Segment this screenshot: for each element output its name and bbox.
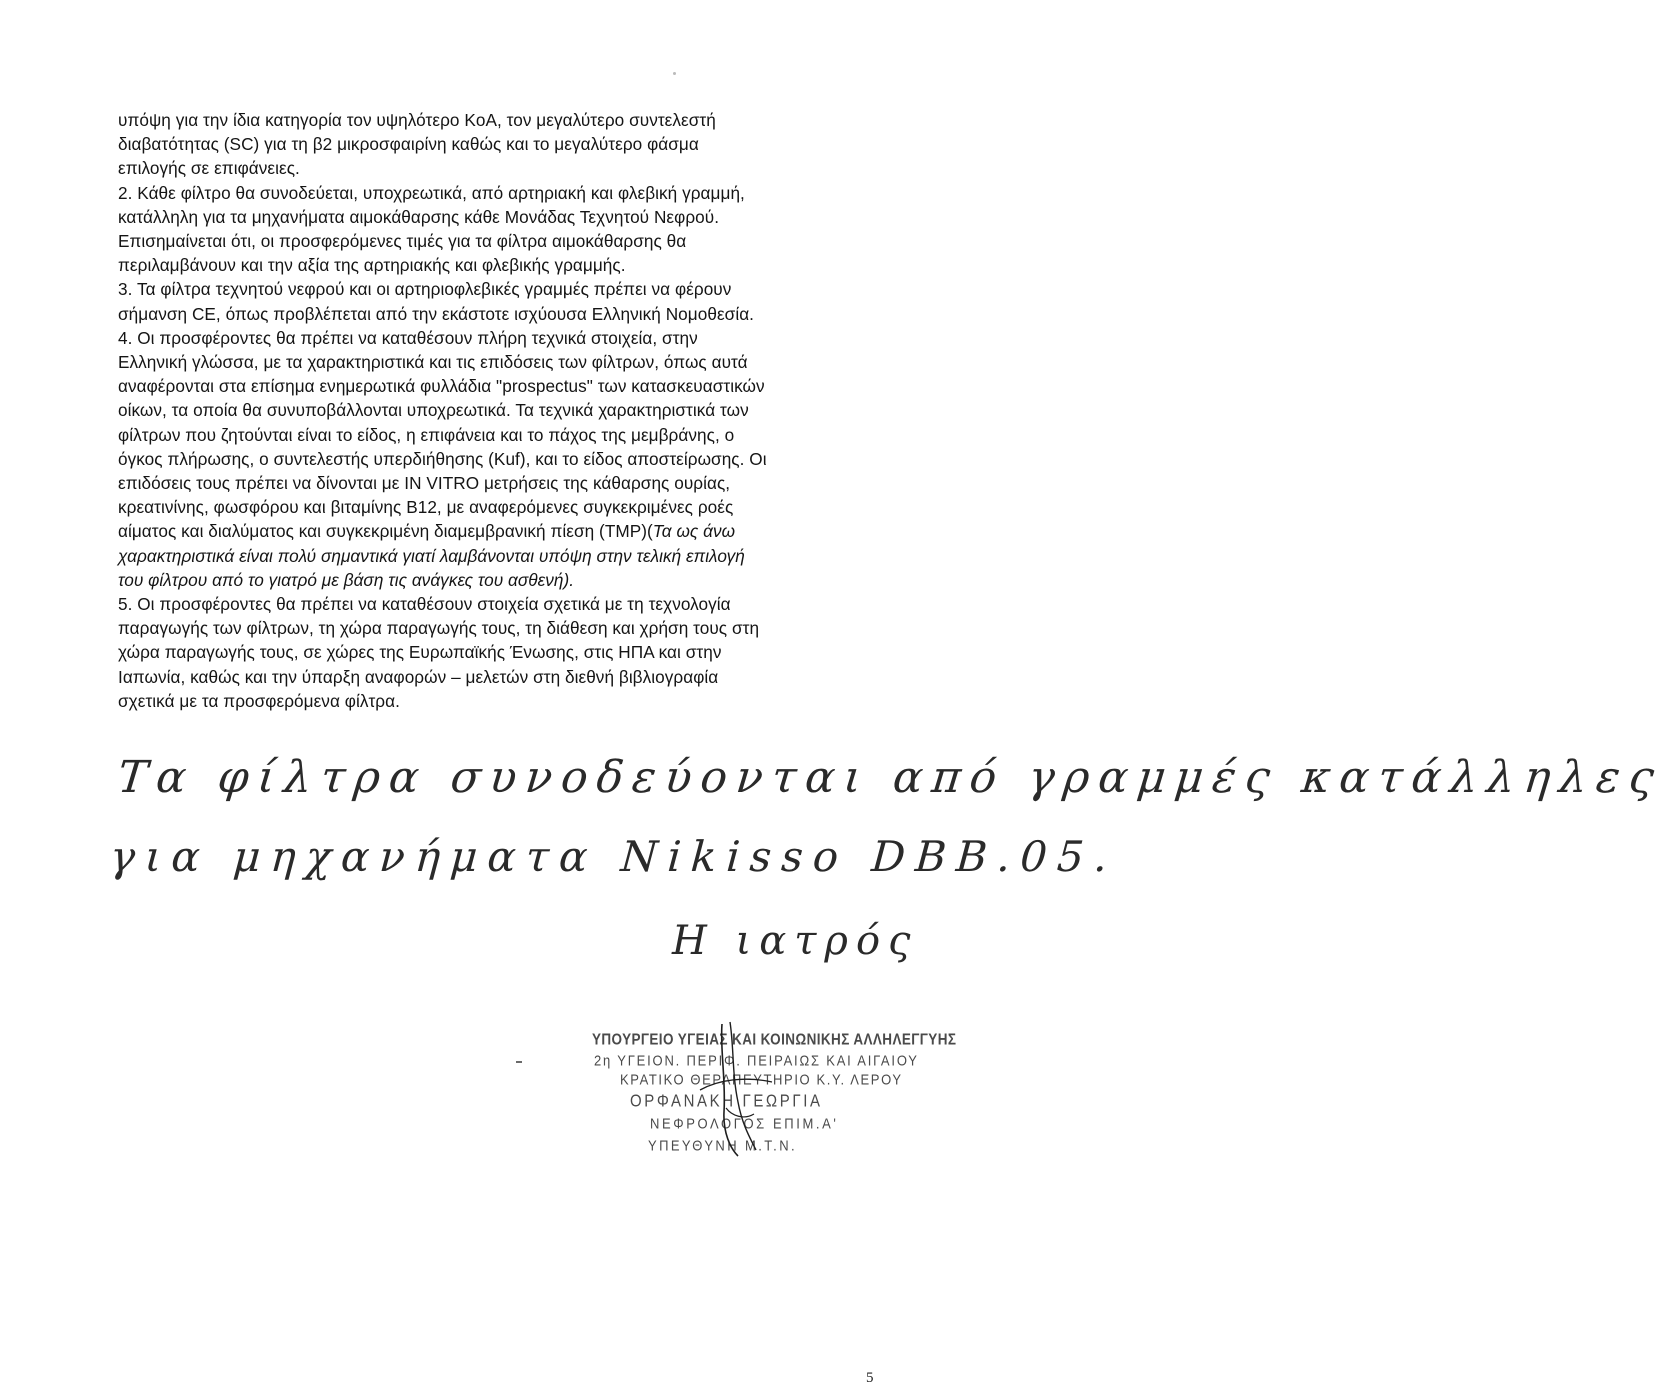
stamp-line: ΚΡΑΤΙΚΟ ΘΕΡΑΠΕΥΤΗΡΙΟ Κ.Υ. ΛΕΡΟΥ: [620, 1070, 903, 1089]
text-line: χώρα παραγωγής τους, σε χώρες της Ευρωπαϊκής Ένωσης, στις ΗΠΑ και στην: [118, 642, 722, 663]
text-line: [118, 519, 858, 543]
text-line: παραγωγής των φίλτρων, τη χώρα παραγωγής τους, τη διάθεση και χρήση τους στη: [118, 618, 760, 639]
text-line: σχετικά με τα προσφερόμενα φίλτρα.: [118, 690, 400, 711]
document-body: [118, 108, 858, 713]
stamp-line: ΥΠΕΥΘΥΝΗ Μ.Τ.Ν.: [648, 1136, 797, 1155]
text-line: επιδόσεις τους πρέπει να δίνονται με IN VITRO μετρήσεις της κάθαρσης ουρίας,: [118, 473, 731, 494]
item-5-text: 5. Οι προσφέροντες θα πρέπει να καταθέσουν στοιχεία σχετικά με τη τεχνολογία: [118, 594, 731, 615]
italic-segment: χαρακτηριστικά είναι πολύ σημαντικά γιατί λαμβάνονται υπόψη στην τελική επιλογή: [118, 545, 745, 566]
italic-line: [118, 544, 858, 568]
scan-speck: [673, 72, 676, 75]
text-segment: αίματος και διαλύματος και συγκεκριμένη διαμεμβρανική πίεση (TMP)(: [118, 521, 653, 542]
item-2-text: 2. Κάθε φίλτρο θα συνοδεύεται, υποχρεωτικά, από αρτηριακή και φλεβική γραμμή,: [118, 182, 745, 203]
handwritten-signature: [660, 1020, 790, 1160]
text-line: περιλαμβάνουν και την αξία της αρτηριακής και φλεβικής γραμμής.: [118, 255, 626, 276]
text-line: υπόψη για την ίδια κατηγορία τον υψηλότερο KoA, τον μεγαλύτερο συντελεστή: [118, 110, 716, 130]
text-line: Ιαπωνία, καθώς και την ύπαρξη αναφορών – μελετών στη διεθνή βιβλιογραφία: [118, 666, 719, 687]
dash-mark: [516, 1061, 522, 1063]
stamp-line: ΟΡΦΑΝΑΚΗ ΓΕΩΡΓΙΑ: [630, 1091, 823, 1112]
stamp-line: ΝΕΦΡΟΛΟΓΟΣ ΕΠΙΜ.Α': [650, 1114, 839, 1133]
italic-segment: του φίλτρου από το γιατρό με βάση τις ανάγκες του ασθενή).: [118, 569, 575, 590]
text-line: Επισημαίνεται ότι, οι προσφερόμενες τιμές για τα φίλτρα αιμοκάθαρσης θα: [118, 231, 687, 252]
stamp-line: 2η ΥΓΕΙΟΝ. ΠΕΡΙΦ. ΠΕΙΡΑΙΩΣ ΚΑΙ ΑΙΓΑΙΟΥ: [594, 1051, 919, 1070]
text-line: όγκος πλήρωσης, ο συντελεστής υπερδιήθησης (Kuf), και το είδος αποστείρωσης. Οι: [118, 448, 767, 469]
text-line: σήμανση CE, όπως προβλέπεται από την εκάστοτε ισχύουσα Ελληνική Νομοθεσία.: [118, 303, 755, 324]
text-line: διαβατότητας (SC) για τη β2 μικροσφαιρίνη καθώς και το μεγαλύτερο φάσμα: [118, 134, 699, 155]
text-line: κατάλληλη για τα μηχανήματα αιμοκάθαρσης κάθε Μονάδας Τεχνητού Νεφρού.: [118, 206, 720, 227]
text-line: φίλτρων που ζητούνται είναι το είδος, η επιφάνεια και το πάχος της μεμβράνης, ο: [118, 424, 735, 445]
text-line: οίκων, τα οποία θα συνυποβάλλονται υποχρεωτικά. Τα τεχνικά χαρακτηριστικά των: [118, 400, 749, 421]
text-line: κρεατινίνης, φωσφόρου και βιταμίνης B12, με αναφερόμενες συγκεκριμένες ροές: [118, 497, 734, 518]
italic-line: [118, 568, 858, 592]
text-line: Ελληνική γλώσσα, με τα χαρακτηριστικά και τις επιδόσεις των φίλτρων, όπως αυτά: [118, 352, 748, 373]
item-4-text: 4. Οι προσφέροντες θα πρέπει να καταθέσουν πλήρη τεχνικά στοιχεία, στην: [118, 327, 698, 348]
italic-segment: Τα ως άνω: [652, 521, 736, 542]
stamp-line: ΥΠΟΥΡΓΕΙΟ ΥΓΕΙΑΣ ΚΑΙ ΚΟΙΝΩΝΙΚΗΣ ΑΛΛΗΛΕΓΓΥΗΣ: [592, 1030, 957, 1049]
text-line: επιλογής σε επιφάνειες.: [118, 158, 300, 179]
handwritten-note-line-1: Τα φίλτρα συνοδεύονται από γραμμές κατάλληλες: [115, 752, 1665, 803]
handwritten-note-line-2: για μηχανήματα Nikisso DBB.05.: [108, 832, 1119, 881]
handwritten-doctor-label: Η ιατρός: [672, 918, 919, 964]
text-line: αναφέρονται στα επίσημα ενημερωτικά φυλλάδια "prospectus" των κατασκευαστικών: [118, 376, 765, 397]
item-3-text: 3. Τα φίλτρα τεχνητού νεφρού και οι αρτηριοφλεβικές γραμμές πρέπει να φέρουν: [118, 279, 732, 300]
page-number: 5: [866, 1370, 874, 1386]
